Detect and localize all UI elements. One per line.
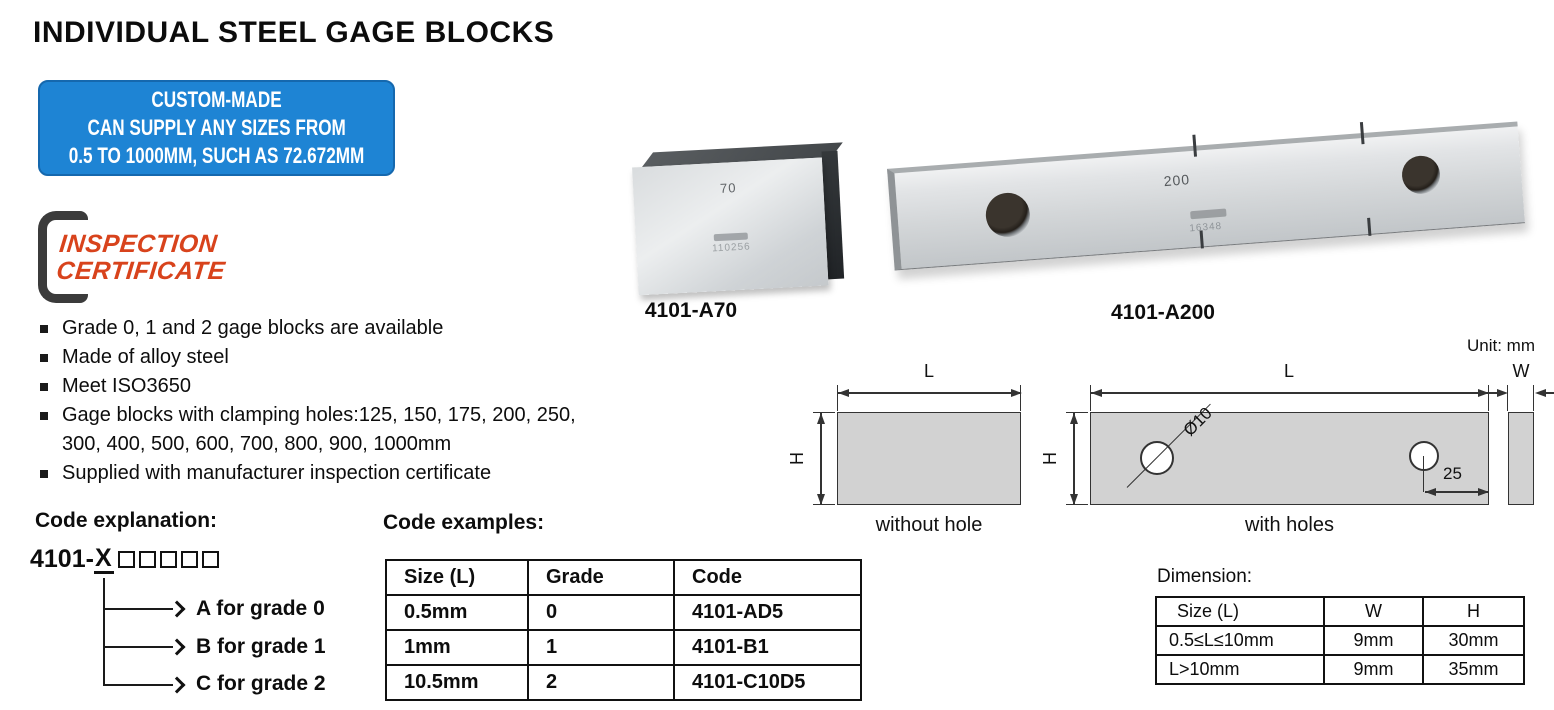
page-title: INDIVIDUAL STEEL GAGE BLOCKS bbox=[33, 16, 555, 49]
size-cell: 1mm bbox=[386, 630, 528, 665]
column-header: Grade bbox=[528, 560, 674, 595]
table-header-row bbox=[1156, 597, 1524, 626]
height-label: H bbox=[1040, 452, 1060, 465]
clamping-tick-mark bbox=[1360, 122, 1365, 144]
height-cell: 35mm bbox=[1423, 655, 1524, 684]
certificate-line-1: INSPECTION bbox=[58, 230, 219, 258]
leader-line bbox=[103, 608, 173, 610]
feature-item: Gage blocks with clamping holes:125, 150, 175, 200, 250, 300, 400, 500, 600, 700, 800, 900, 1000mm bbox=[38, 401, 616, 459]
width-cell: 9mm bbox=[1324, 626, 1423, 655]
clamping-tick-mark bbox=[1192, 135, 1197, 157]
arrowhead-icon bbox=[1011, 389, 1022, 397]
custom-made-banner bbox=[38, 80, 395, 176]
arrowhead-icon bbox=[1425, 488, 1436, 496]
column-header: Size (L) bbox=[386, 560, 528, 595]
size-cell: 0.5mm bbox=[386, 595, 528, 630]
arrowhead-icon bbox=[1070, 413, 1078, 424]
code-cell: 4101-B1 bbox=[674, 630, 861, 665]
height-label: H bbox=[787, 452, 807, 465]
code-digit-box bbox=[202, 551, 219, 568]
dimension-heading: Dimension: bbox=[1157, 566, 1253, 587]
code-pattern bbox=[30, 545, 219, 574]
code-prefix: 4101- bbox=[30, 545, 94, 574]
size-range-cell: 0.5≤L≤10mm bbox=[1156, 626, 1324, 655]
grade-b-label: B for grade 1 bbox=[196, 635, 326, 658]
block-serial-number: 16348 bbox=[1189, 220, 1223, 235]
extension-line bbox=[1533, 385, 1534, 411]
clamping-tick-mark bbox=[1367, 218, 1371, 236]
table-row bbox=[386, 665, 861, 700]
feature-item: Grade 0, 1 and 2 gage blocks are available bbox=[38, 314, 616, 343]
table-header-row bbox=[386, 560, 861, 595]
arrowhead-icon bbox=[169, 677, 186, 694]
block-serial-number: 110256 bbox=[711, 241, 751, 255]
height-dimension-line bbox=[1073, 413, 1075, 504]
banner-line-1: CUSTOM-MADE bbox=[151, 87, 282, 112]
column-header: H bbox=[1423, 597, 1524, 626]
size-range-cell: L>10mm bbox=[1156, 655, 1324, 684]
block-size-marking: 70 bbox=[719, 180, 737, 196]
table-row bbox=[386, 630, 861, 665]
feature-item: Made of alloy steel bbox=[38, 343, 616, 372]
column-header: Code bbox=[674, 560, 861, 595]
block-front-face bbox=[887, 121, 1525, 270]
arrowhead-icon bbox=[1535, 389, 1546, 397]
table-row bbox=[1156, 655, 1524, 684]
code-examples-heading: Code examples: bbox=[383, 511, 545, 534]
grade-c-label: C for grade 2 bbox=[196, 672, 326, 695]
arrowhead-icon bbox=[817, 413, 825, 424]
length-dimension-line bbox=[1091, 392, 1488, 394]
width-cell: 9mm bbox=[1324, 655, 1423, 684]
table-row bbox=[386, 595, 861, 630]
feature-item: Supplied with manufacturer inspection certificate bbox=[38, 459, 616, 488]
unit-note: Unit: mm bbox=[1467, 336, 1535, 355]
code-examples-table bbox=[385, 559, 862, 701]
certificate-line-2: CERTIFICATE bbox=[55, 257, 227, 285]
height-dimension-line bbox=[820, 413, 822, 504]
banner-line-3: 0.5 TO 1000MM, SUCH AS 72.672MM bbox=[68, 143, 365, 168]
column-header: W bbox=[1324, 597, 1423, 626]
arrowhead-icon bbox=[1070, 494, 1078, 505]
grade-cell: 1 bbox=[528, 630, 674, 665]
hole-symbol bbox=[1409, 441, 1439, 471]
feature-item: Meet ISO3650 bbox=[38, 372, 616, 401]
code-cell: 4101-C10D5 bbox=[674, 665, 861, 700]
code-digit-box bbox=[139, 551, 156, 568]
arrowhead-icon bbox=[1478, 488, 1489, 496]
leader-line bbox=[103, 578, 105, 686]
width-label: W bbox=[1512, 361, 1530, 381]
product-code-caption: 4101-A200 bbox=[1111, 301, 1215, 324]
arrowhead-icon bbox=[169, 601, 186, 618]
feature-list bbox=[38, 314, 616, 488]
length-label: L bbox=[1283, 361, 1294, 381]
code-cell: 4101-AD5 bbox=[674, 595, 861, 630]
arrowhead-icon bbox=[169, 639, 186, 656]
arrowhead-icon bbox=[1497, 389, 1508, 397]
arrowhead-icon bbox=[1091, 389, 1102, 397]
length-label: L bbox=[923, 361, 934, 381]
drawing-caption: with holes bbox=[1245, 514, 1334, 536]
dimension-table bbox=[1155, 596, 1525, 685]
code-digit-box bbox=[118, 551, 135, 568]
brand-mark bbox=[714, 233, 748, 242]
length-dimension-line bbox=[838, 392, 1020, 394]
certificate-badge-text bbox=[55, 231, 229, 285]
hole-diameter-label: Ø10 bbox=[1179, 403, 1216, 440]
drawing-without-hole bbox=[837, 412, 1021, 505]
code-digit-box bbox=[181, 551, 198, 568]
inspection-certificate-badge bbox=[38, 207, 258, 307]
product-code-caption: 4101-A70 bbox=[644, 299, 738, 322]
size-cell: 10.5mm bbox=[386, 665, 528, 700]
code-digit-box bbox=[160, 551, 177, 568]
banner-line-2: CAN SUPPLY ANY SIZES FROM bbox=[87, 115, 346, 140]
block-front-face bbox=[632, 158, 828, 296]
clamping-hole bbox=[984, 191, 1031, 238]
leader-line bbox=[103, 646, 173, 648]
hole-offset-label: 25 bbox=[1443, 464, 1462, 483]
grade-cell: 0 bbox=[528, 595, 674, 630]
arrowhead-icon bbox=[817, 494, 825, 505]
code-variable: X bbox=[94, 545, 114, 574]
arrowhead-icon bbox=[838, 389, 849, 397]
leader-line bbox=[103, 684, 173, 686]
table-row bbox=[1156, 626, 1524, 655]
gage-block-70-photo bbox=[629, 141, 847, 302]
column-header: Size (L) bbox=[1156, 597, 1324, 626]
code-explanation-heading: Code explanation: bbox=[35, 509, 218, 532]
drawing-width-view bbox=[1508, 412, 1534, 505]
clamping-hole bbox=[1401, 154, 1442, 195]
extension-line bbox=[1423, 456, 1424, 492]
gage-block-200-photo bbox=[888, 103, 1528, 288]
brand-mark bbox=[1190, 209, 1226, 220]
height-cell: 30mm bbox=[1423, 626, 1524, 655]
drawing-caption: without hole bbox=[875, 514, 983, 536]
grade-cell: 2 bbox=[528, 665, 674, 700]
block-size-marking: 200 bbox=[1163, 171, 1191, 190]
grade-a-label: A for grade 0 bbox=[196, 597, 325, 620]
